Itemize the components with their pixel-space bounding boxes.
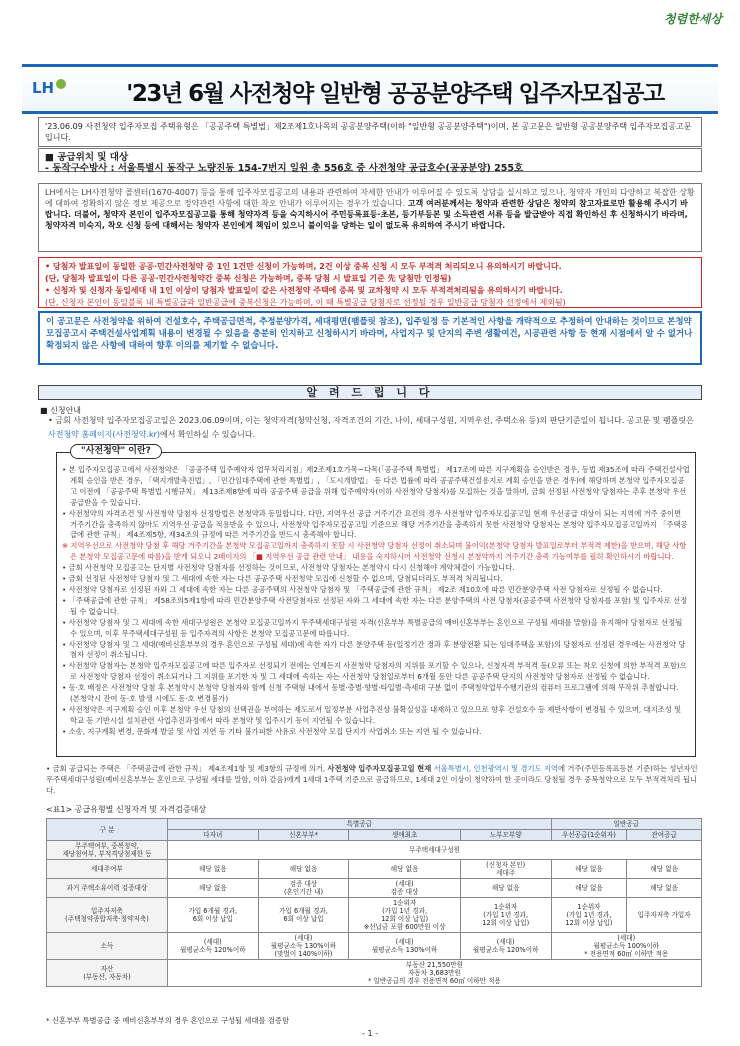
table-cell: 해당 없음 bbox=[258, 860, 349, 879]
consult-notice-box bbox=[38, 183, 702, 252]
list-item: • 사전청약 당첨자로 선정된 자와 그 세대에 속한 자는 다른 공공주택의 사전청약 당첨자 및 「주택공급에 관한 규칙」 제2조 제10호에 따른 민간분양주택 사전 당첨자로 선정될 수 없습니다. bbox=[62, 584, 663, 594]
list-item: • 금회 선정된 사전청약 당첨자 및 그 세대에 속한 자는 다른 공공주택 사전청약 모집에 신청할 수 없으며, 당첨되더라도 부적격 처리됩니다. bbox=[62, 574, 503, 584]
notice-title: 알 려 드 립 니 다 bbox=[38, 385, 702, 400]
table-cell: 1순위자 (가입 1년 경과, 12회 이상 납입) bbox=[460, 898, 551, 933]
list-item: • 사전청약 당첨자는 본청약 입주자모집공고에 따른 입주자로 선정되기 전에는 언제든지 사전청약 당첨자의 지위를 포기할 수 있으나, 신청자격 부적격 등(오류 또는 착오 신청에 의한 부적격 포함)으로 사전청약 당첨자 선정이 취소되거나 그 지위를 포기한 자 및 그 세대에 속하는 자는 사전청약 당첨일로부터 6개월 동안 다른 공공주택 단지의 사전청약 당첨자로 선정될 수 없습니다. bbox=[62, 661, 687, 682]
table-cell: 가입 6개월 경과, 6회 이상 납입 bbox=[167, 898, 258, 933]
table-header: 노부모부양 bbox=[460, 830, 551, 841]
table-cell: 해당 없음 bbox=[551, 879, 627, 898]
list-item: • 금회 사전청약 모집공고는 단지별 사전청약 당첨자를 선정하는 것이므로, 사전청약 당첨자는 본청약시 다시 신청해야 계약체결이 가능합니다. bbox=[62, 563, 515, 573]
page-title: '23년 6월 사전청약 일반형 공공분양주택 입주자모집공고 bbox=[126, 81, 664, 107]
row-label: 무주택여부, 중복청약, 재당첨여부, 부적격당첨제한 등 bbox=[47, 841, 168, 860]
list-item: • 「주택공급에 관한 규칙」 제58조의5제1항에 따라 민간분양주택 사전당첨자로 선정된 자와 그 세대에 속한 자는 다른 분양주택의 사전 당첨자(공공주택 사전청약 당첨자를 포함) 및 입주자로 선정될 수 없습니다. bbox=[62, 595, 688, 616]
presale-definition-list bbox=[62, 465, 690, 738]
intro-paragraph: • 금회 사전청약 입주자모집공고일은 2023.06.09이며, 이는 청약자격(청약신청, 자격조건의 기간, 나이, 세대구성원, 지역우선, 주택소유 등)의 판단기준일이 됩니다. 공고문 및 팸플릿은 사전청약 홈페이지(사전청약.kr)에서 확인하실 수 있습니다. bbox=[48, 416, 694, 439]
table-cell: (세대) 검증 대상 bbox=[349, 879, 461, 898]
list-item: • 사전청약의 자격조건 및 사전청약 당첨자 선정방법은 본청약과 동일합니다. 다만, 지역우선 공급 거주기간 요건의 경우 사전청약 입주자모집공고일 현재 우선공급 대상이 되는 지역에 거주 중이면 거주기간을 충족하지 않아도 지역우선 공급을 적용받을 수 있으나, 사전청약 입주자모집공고일 기준으로 해당 거주기간을 충족하지 못한 사전청약 당첨자는 본청약 입주자모집공고일까지 「주택공급에 관한 규칙」 제4조제5항, 제34조의 규정에 따른 거주기간을 반드시 충족해야 합니다. bbox=[62, 508, 688, 540]
table-caption: <표1> 공급유형별 신청자격 및 자격검증대상 bbox=[46, 805, 207, 814]
brand-logo: 청렴한세상 bbox=[664, 12, 722, 26]
table-cell: 해당 없음 bbox=[627, 879, 702, 898]
warning-line-3: • 신청자 및 신청자 동일세대 내 1인 이상이 당첨자 발표일이 같은 사전청약 주택에 중복 및 교차청약 시 모두 부적격처리됨을 유의하시기 바랍니다. bbox=[45, 286, 563, 295]
warning-line-4: (단, 신청자 본인이 동일블록 내 특별공급과 일반공급에 중복신청은 가능하며, 이 때 특별공급 당첨자로 선정될 경우 일반공급 당첨자 선정에서 제외됨) bbox=[45, 298, 566, 307]
table-cell: (세대) 월평균소득 100%이하 * 전용면적 60㎡ 이하만 적용 bbox=[551, 933, 701, 960]
table-cell: (세대) 월평균소득 130%이하 bbox=[349, 933, 461, 960]
page-number: - 1 - bbox=[362, 1029, 378, 1038]
supply-line: - 동작구수방사 : 서울특별시 동작구 노량진동 154-7번지 일원 총 556호 중 사전청약 공급호수(공공분양) 255호 bbox=[45, 163, 524, 174]
table-cell: 해당 없음 bbox=[167, 860, 258, 879]
row-label: 과거 주택소유이력 검증대상 bbox=[47, 879, 168, 898]
row-label: 입주자저축 (주택청약종합저축·청약저축) bbox=[47, 898, 168, 933]
list-item: • 사전청약은 지구계획 승인 이후 본청약 우선 당첨의 선택권을 부여하는 제도로서 일정부분 사업추진상 불확실성을 내재하고 있으므로 향후 건설호수 등 제반사항이 변경될 수 있으며, 대지조성 및 학교 등 기반시설 설치관련 사업추진과정에서 따라 본청약 및 입주시기 등이 지연될 수 있습니다. bbox=[62, 704, 682, 725]
lh-logo: LH bbox=[32, 79, 66, 97]
table-cell: 1순위자 (가입 1년 경과, 12회 이상 납입) bbox=[551, 898, 627, 933]
table-row bbox=[47, 933, 702, 960]
table-cell: 가입 6개월 경과, 6회 이상 납입 bbox=[258, 898, 349, 933]
table-footnote: * 신혼부부 특별공급 중 예비신혼부부의 경우 혼인으로 구성될 세대를 검증함 bbox=[46, 1016, 290, 1025]
list-item: • 동·호 배정은 사전청약 당첨 후 본청약시 본청약 당첨자와 함께 신청 주택형 내에서 동별·층별·향별·타입별·측세대 구분 없이 주택청약업무수행기관의 컴퓨터 프로그램에 의해 무작위 추첨합니다. (본청약시 잔여 동·호 발생 시에도 동·호 변경불가) bbox=[62, 683, 679, 704]
region-link[interactable]: 서울특별시, 인천광역시 및 경기도 지역 bbox=[433, 764, 558, 773]
eligibility-table bbox=[46, 818, 702, 987]
table-row bbox=[47, 841, 702, 860]
table-cell: 1순위자 (가입 1년 경과, 12회 이상 납입) ※선납금 포함 600만원 이상 bbox=[349, 898, 461, 933]
row-label: 자산 (부동산, 자동차) bbox=[47, 960, 168, 987]
table-cell: 해당 없음 bbox=[460, 879, 551, 898]
table-cell: (세대) 월평균소득 120%이하 bbox=[460, 933, 551, 960]
consult-bold-text: 고객 여러분께서는 청약과 관련한 상담은 청약의 참고자료로만 활용해 주시기 바랍니다. 더불어, 청약자 본인이 입주자모집공고를 통해 청약자격 등을 숙지하시어 주민등록표등·초본, 등기부등본 및 소득관련 서류 등을 발급받아 직접 확인하신 후 신청하시기 바라며, 청약자격 미숙지, 착오 신청 등에 대해서는 청약자 본인에게 책임이 있으니 불이익을 당하는 일이 없도록 유의하여 주시기 바랍니다. bbox=[45, 199, 688, 230]
table-cell: 검증 대상 (혼인기간 내) bbox=[258, 879, 349, 898]
list-item: • 사전청약 당첨자 및 그 세대(예비신혼부부의 경우 혼인으로 구성될 세대)에 속한 자가 다른 분양주택 등(일정기간 경과 후 분양전환 되는 임대주택을 포함)의 당첨자로 선정된 경우에는 사전청약 당첨자 선정이 취소됩니다. bbox=[62, 639, 686, 660]
section-heading: ■ 신청안내 bbox=[40, 406, 82, 415]
presale-definition-title: "사전청약" 이란? bbox=[70, 444, 162, 459]
row-label: 소득 bbox=[47, 933, 168, 960]
logo-mark-icon bbox=[56, 79, 66, 89]
table-cell: 해당 없음 bbox=[627, 860, 702, 879]
table-row bbox=[47, 879, 702, 898]
warning-line-2: (단, 당첨자 발표일이 다른 공공·민간사전청약간 중복 신청은 가능하며, 중복 당첨 시 발표일 기준 先 당첨만 인정됨) bbox=[45, 274, 452, 283]
list-item: ※ 지역우선으로 사전청약 당첨 후 해당 거주기간을 본청약 모집공고일까지 충족하지 못할 시 사전청약 당첨자 선정이 취소되며 불이익(본청약 당첨자 발표일로부터 부적격 제한)을 받으며, 해당 사항은 본청약 모집공고문에 따름)을 받게 되오니 2페이지의 「■ 지역우선 공급 관련 안내」 내용을 숙지하시어 사전청약 신청시 본청약까지 거주기간 충족 가능여부를 필히 확인하시기 바랍니다. bbox=[62, 541, 687, 562]
supply-location-box bbox=[38, 148, 702, 172]
table-header: 신혼부부* bbox=[258, 830, 349, 841]
table-header: 잔여공급 bbox=[627, 830, 702, 841]
table-row bbox=[47, 898, 702, 933]
table-cell: 해당 없음 bbox=[167, 879, 258, 898]
table-header: 우선공급(1순위자) bbox=[551, 830, 627, 841]
table-header: 구 분 bbox=[47, 819, 168, 841]
list-item: • 소송, 지구계획 변경, 문화재 발굴 및 사업 지연 등 기타 불가피한 사유로 사전청약 모집 단지가 사업취소 또는 지연 될 수 있습니다. bbox=[62, 726, 482, 736]
table-header: 일반공급 bbox=[551, 819, 701, 830]
supply-eligibility-paragraph: • 금회 공급되는 주택은 「주택공급에 관한 규칙」 제4조제1항 및 제3항의 규정에 의거, 사전청약 입주자모집공고일 현재 서울특별시, 인천광역시 및 경기도 지역에 거주(주민등록표등본 기준)하는 성년자인 무주택세대구성원(예비신혼부부는 혼인으로 구성될 세대를 말함, 이하 같음)에게 1세대 1주택 기준으로 공급하므로, 1세대 2인 이상이 청약하여 한 곳이라도 당첨될 경우 중복청약으로 모두 부적격처리 됩니다. bbox=[46, 764, 698, 795]
list-item: • 본 입주자모집공고에서 사전청약은 「공공주택 입주예약자 업무처리지침」제2조제1호가목~다목(「공공주택 특별법」 제17조에 따른 지구계획을 승인받은 경우, 동법 제35조에 따라 주택건설사업계획 승인을 받은 경우, 「택지개발촉진법」, 「민간임대주택에 관한 특별법」, 「도시개발법」 등 다른 법률에 따라 공공주택건설용지로 계획 승인을 받은 경우)에 해당하며 본청약 입주자모집공고 이전에 「공공주택 특별법 시행규칙」 제13조제8항에 따라 공공주택 공급을 위해 입주예약자(이하 사전청약 당첨자)를 모집하는 것을 말하며, 금회 선정된 사전청약 당첨자는 추후 본청약 우선 공급받을 수 있습니다. bbox=[62, 465, 690, 507]
supply-heading: ■ 공급위치 및 대상 bbox=[45, 152, 129, 163]
table-cell: (세대) 월평균소득 130%이하 (맞벌이 140%이하) bbox=[258, 933, 349, 960]
table-row bbox=[47, 960, 702, 987]
table-cell: 해당 없음 bbox=[349, 860, 461, 879]
row-label: 세대주여부 bbox=[47, 860, 168, 879]
table-cell: 입주자저축 가입자 bbox=[627, 898, 702, 933]
table-header: 생애최초 bbox=[349, 830, 461, 841]
warning-box bbox=[38, 257, 702, 308]
intro-box: '23.06.09 사전청약 입주자모집 주택유형은 「공공주택 특별법」제2조제1호나목의 공공분양주택(이하 "일반형 공공분양주택")이며, 본 공고문은 일반형 공공분양주택 입주자모집공고문입니다. bbox=[38, 117, 702, 147]
warning-line-1: • 당첨자 발표일이 동일한 공공·민간사전청약 중 1인 1건만 신청이 가능하며, 2건 이상 중복 신청 시 모두 부적격 처리되오니 유의하시기 바랍니다. bbox=[45, 262, 562, 271]
table-cell: 부동산 21,550만원 자동차 3,683만원 * 일반공급의 경우 전용면적 60㎡ 이하만 적용 bbox=[167, 960, 701, 987]
table-header: 다자녀 bbox=[167, 830, 258, 841]
table-cell: (세대) 월평균소득 120%이하 bbox=[167, 933, 258, 960]
table-header: 특별공급 bbox=[167, 819, 551, 830]
header-banner bbox=[22, 64, 718, 114]
list-item: • 사전청약 당첨자 및 그 세대에 속한 세대구성원은 본청약 모집공고일까지 무주택세대구성원 자격(신혼부부 특별공급의 예비신혼부부는 혼인으로 구성될 세대를 말함)을 유지해야 당첨자로 선정될 수 있으며, 이후 무주택세대구성원 등 입주자격의 사항은 본청약 모집공고문에 따릅니다. bbox=[62, 617, 683, 638]
presale-site-link[interactable]: 사전청약 홈페이지(사전청약.kr) bbox=[48, 430, 160, 439]
table-cell: (신청자 본인) 세대주 bbox=[460, 860, 551, 879]
consult-text: LH에서는 LH사전청약 콜센터(1670-4007) 등을 통해 입주자모집공고의 내용과 관련하여 자세한 안내가 이루어질 수 있도록 상담을 실시하고 있으나, 청약자 개인의 다양하고 복잡한 상황에 대하여 정확하지 않은 정보 제공으로 정약관련 사항에 대한 착오 안내가 이루어지는 경우가 있습니다. bbox=[45, 188, 695, 208]
table-row bbox=[47, 860, 702, 879]
disclaimer-box: 이 공고문은 사전청약을 위하여 건설호수, 주택공급면적, 추정분양가격, 세대평면(팸플릿 참조), 입주일정 등 기본적인 사항을 개략적으로 추정하여 안내하는 것이므로 본청약 모집공고시 주택건설사업계획 내용이 변경될 수 있음을 충분히 인지하고 신청하시기 바라며, 사업지구 및 단지의 주변 생활여건, 시공관련 사항 등 현재 시점에서 알 수 없거나 확정되지 않은 사항에 대하여 향후 이의를 제기할 수 없습니다. bbox=[38, 311, 702, 365]
table-cell: 무주택세대구성원 bbox=[167, 841, 701, 860]
table-cell: 해당 없음 bbox=[551, 860, 627, 879]
